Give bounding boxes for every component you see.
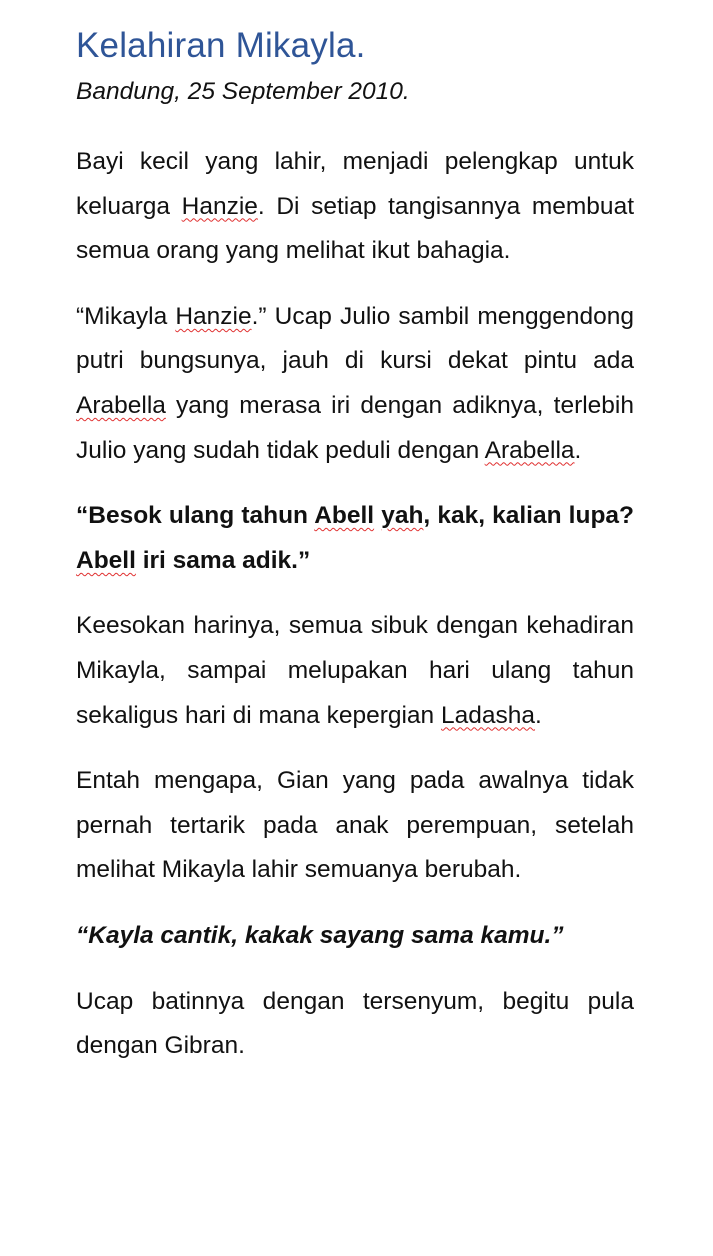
paragraph-text: Bayi kecil yang lahir, menjadi pelengkap untuk keluarga: [76, 148, 634, 220]
paragraph-text: .: [535, 701, 542, 729]
paragraph-text: . Di setiap tangisannya membuat semua orang yang melihat ikut bahagia.: [76, 192, 634, 265]
spellcheck-word: Arabella: [484, 436, 575, 464]
paragraph-4: [76, 604, 634, 738]
spellcheck-word: yah: [381, 502, 424, 530]
spellcheck-word: Abell: [314, 502, 375, 530]
paragraph-text: “Besok ulang tahun: [76, 502, 315, 530]
paragraph-1: [76, 140, 634, 274]
spellcheck-word: Hanzie: [181, 192, 258, 220]
paragraph-text: , kak, kalian lupa?: [423, 502, 634, 530]
paragraph-text: Keesokan harinya, semua sibuk dengan kehadiran Mikayla, sampai melupakan hari ulang tahun sekaligus hari di mana kepergian: [76, 612, 634, 729]
paragraph-6: “Kayla cantik, kakak sayang sama kamu.”: [76, 921, 564, 949]
spellcheck-word: Arabella: [76, 391, 166, 419]
paragraph-3: [76, 494, 634, 583]
paragraph-text: “Mikayla: [76, 302, 176, 330]
spellcheck-word: Abell: [76, 546, 136, 574]
date-line: Bandung, 25 September 2010.: [76, 78, 410, 105]
document-title: Kelahiran Mikayla.: [76, 26, 366, 65]
paragraph-2: [76, 295, 634, 473]
paragraph-5: Entah mengapa, Gian yang pada awalnya tidak pernah tertarik pada anak perempuan, setelah melihat Mikayla lahir semuanya berubah.: [76, 767, 634, 884]
document-page: [76, 22, 634, 1090]
spellcheck-word: Hanzie: [175, 302, 252, 330]
paragraph-text: iri sama adik.”: [135, 546, 311, 574]
paragraph-7: Ucap batinnya dengan tersenyum, begitu pula dengan Gibran.: [76, 987, 634, 1060]
paragraph-text: .: [574, 436, 582, 464]
spellcheck-word: Ladasha: [441, 701, 536, 729]
paragraph-text: .” Ucap Julio sambil menggendong putri bungsunya, jauh di kursi dekat pintu ada: [76, 302, 634, 375]
paragraph-text: yang merasa iri dengan adiknya, terlebih Julio yang sudah tidak peduli dengan: [76, 391, 634, 464]
